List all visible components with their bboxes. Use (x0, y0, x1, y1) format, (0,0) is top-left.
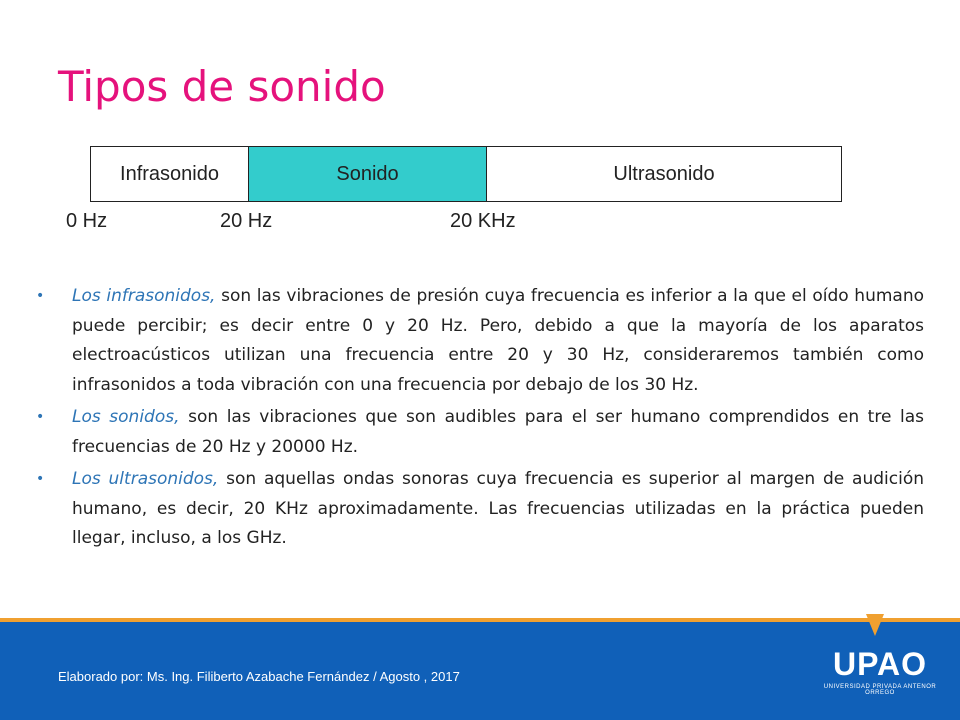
logo-text: UPAO (832, 646, 928, 682)
footer-credit: Elaborado por: Ms. Ing. Filiberto Azabache Fernández / Agosto , 2017 (58, 669, 460, 684)
bullet-ultrasonidos (36, 465, 924, 554)
logo-subtext: UNIVERSIDAD PRIVADA ANTENOR ORREGO (823, 684, 937, 696)
segment-infrasonido: Infrasonido (91, 147, 249, 201)
frequency-spectrum (90, 146, 842, 202)
tick-20hz: 20 Hz (220, 210, 273, 232)
bullet-term: Los infrasonidos, (72, 286, 216, 306)
bullet-text: son las vibraciones de presión cuya frecuencia es inferior a la que el oído humano puede percibir; es decir entre 0 y 20 Hz. Pero, debido a que la mayoría de los aparatos electroacústicos utilizan una frecuencia entre 20 y 30 Hz, consideraremos también como infrasonidos a toda vibración con una frecuencia por debajo de los 30 Hz. (72, 286, 924, 395)
slide-title: Tipos de sonido (58, 62, 386, 111)
bullet-term: Los ultrasonidos, (72, 469, 219, 489)
bullet-icon: • (36, 409, 45, 425)
bullet-infrasonidos (36, 282, 924, 400)
upao-logo (820, 648, 940, 696)
tick-20khz: 20 KHz (450, 210, 516, 232)
bullet-text: son las vibraciones que son audibles para el ser humano comprendidos en tre las frecuencias de 20 Hz y 20000 Hz. (72, 407, 924, 457)
bullet-list (36, 282, 924, 557)
bullet-icon: • (36, 288, 45, 304)
bullet-sonidos (36, 403, 924, 462)
tick-0hz: 0 Hz (66, 210, 108, 232)
bullet-icon: • (36, 471, 45, 487)
segment-ultrasonido: Ultrasonido (613, 162, 715, 185)
bullet-text: son aquellas ondas sonoras cuya frecuencia es superior al margen de audición humano, es decir, 20 KHz aproximadamente. Las frecuencias utilizadas en la práctica pueden llegar, incluso, a los GHz. (72, 469, 925, 548)
bullet-term: Los sonidos, (72, 407, 180, 427)
segment-sonido: Sonido (249, 147, 487, 201)
footer-notch-decoration (866, 614, 884, 636)
